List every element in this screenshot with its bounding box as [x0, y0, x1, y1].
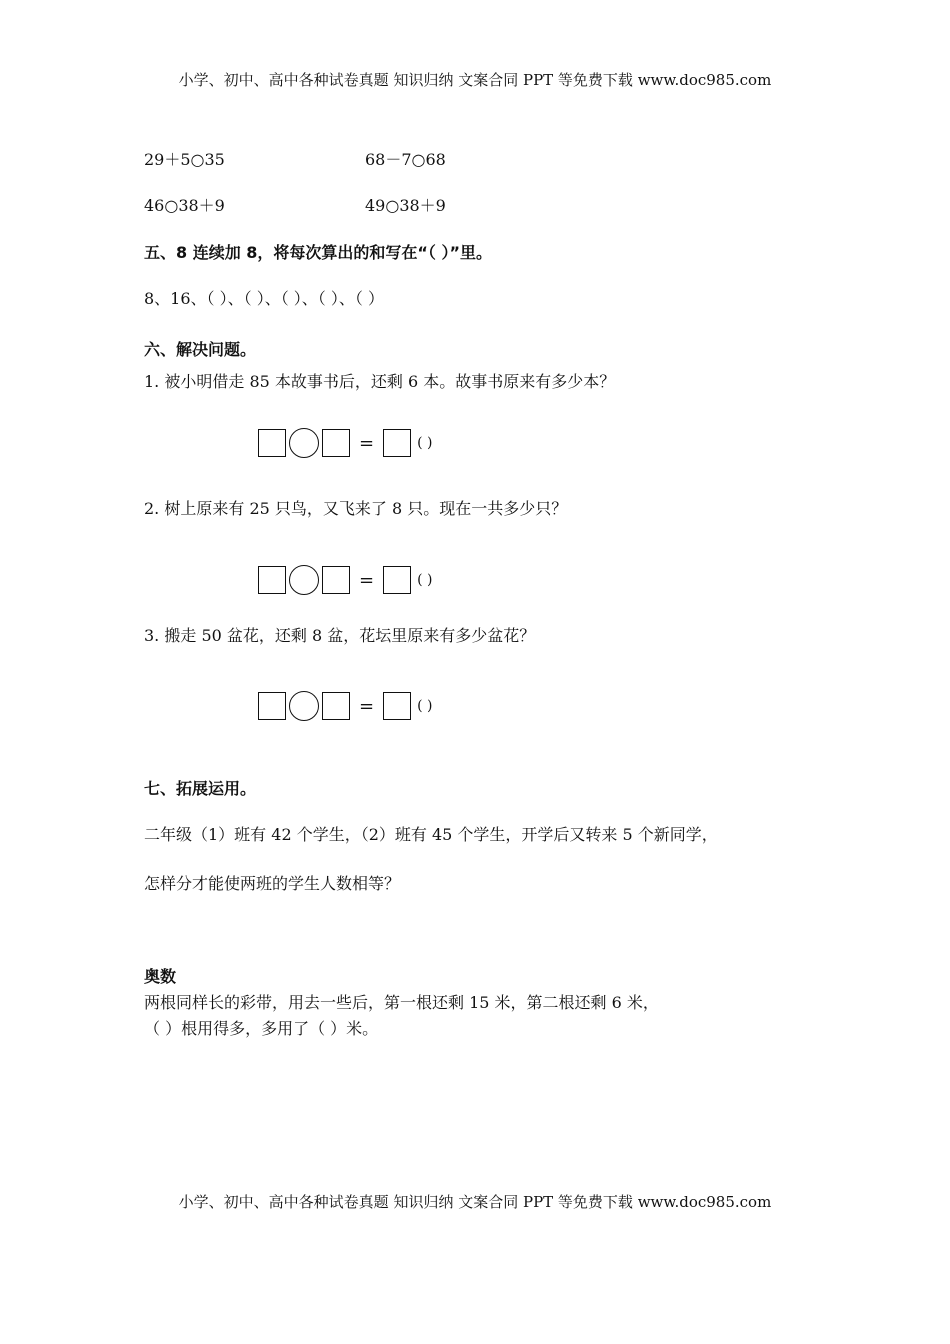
operator-circle	[289, 691, 319, 721]
page-footer: 小学、初中、高中各种试卷真题 知识归纳 文案合同 PPT 等免费下载 www.doc985.com	[178, 1193, 772, 1211]
compare-2: 68－7○68	[365, 150, 446, 169]
question-3: 3. 搬走 50 盆花，还剩 8 盆，花坛里原来有多少盆花？	[144, 626, 536, 645]
equals-sign: =	[359, 569, 375, 591]
operator-circle	[289, 565, 319, 595]
olympiad-line-1: 两根同样长的彩带，用去一些后，第一根还剩 15 米，第二根还剩 6 米，	[144, 993, 659, 1012]
unit-paren: ( )	[417, 435, 433, 451]
answer-box	[258, 429, 286, 457]
answer-box	[322, 566, 350, 594]
question-2: 2. 树上原来有 25 只鸟，又飞来了 8 只。现在一共多少只？	[144, 499, 568, 518]
equals-sign: =	[359, 432, 375, 454]
answer-box	[258, 566, 286, 594]
section5-title: 五、8 连续加 8，将每次算出的和写在“（ ）”里。	[144, 243, 493, 262]
equals-sign: =	[359, 695, 375, 717]
olympiad-line-2: （ ）根用得多，多用了（ ）米。	[144, 1019, 379, 1038]
equation-template-1	[258, 427, 432, 459]
unit-paren: ( )	[417, 698, 433, 714]
answer-box	[383, 566, 411, 594]
operator-circle	[289, 428, 319, 458]
section7-title: 七、拓展运用。	[144, 779, 257, 798]
compare-1: 29＋5○35	[144, 150, 225, 169]
compare-4: 49○38＋9	[365, 196, 446, 215]
answer-box	[258, 692, 286, 720]
question-1: 1. 被小明借走 85 本故事书后，还剩 6 本。故事书原来有多少本？	[144, 372, 616, 391]
section6-title: 六、解决问题。	[144, 340, 257, 359]
answer-box	[383, 429, 411, 457]
answer-box	[322, 692, 350, 720]
equation-template-2	[258, 564, 432, 596]
unit-paren: ( )	[417, 572, 433, 588]
compare-3: 46○38＋9	[144, 196, 225, 215]
answer-box	[322, 429, 350, 457]
section7-line-2: 怎样分才能使两班的学生人数相等？	[144, 874, 401, 893]
section5-sequence: 8、16、（ ）、（ ）、（ ）、（ ）、（ ）	[144, 289, 384, 308]
page-header: 小学、初中、高中各种试卷真题 知识归纳 文案合同 PPT 等免费下载 www.doc985.com	[178, 71, 772, 89]
section7-line-1: 二年级（1）班有 42 个学生，（2）班有 45 个学生，开学后又转来 5 个新同学，	[144, 825, 718, 844]
answer-box	[383, 692, 411, 720]
olympiad-title: 奥数	[144, 967, 177, 986]
equation-template-3	[258, 690, 432, 722]
